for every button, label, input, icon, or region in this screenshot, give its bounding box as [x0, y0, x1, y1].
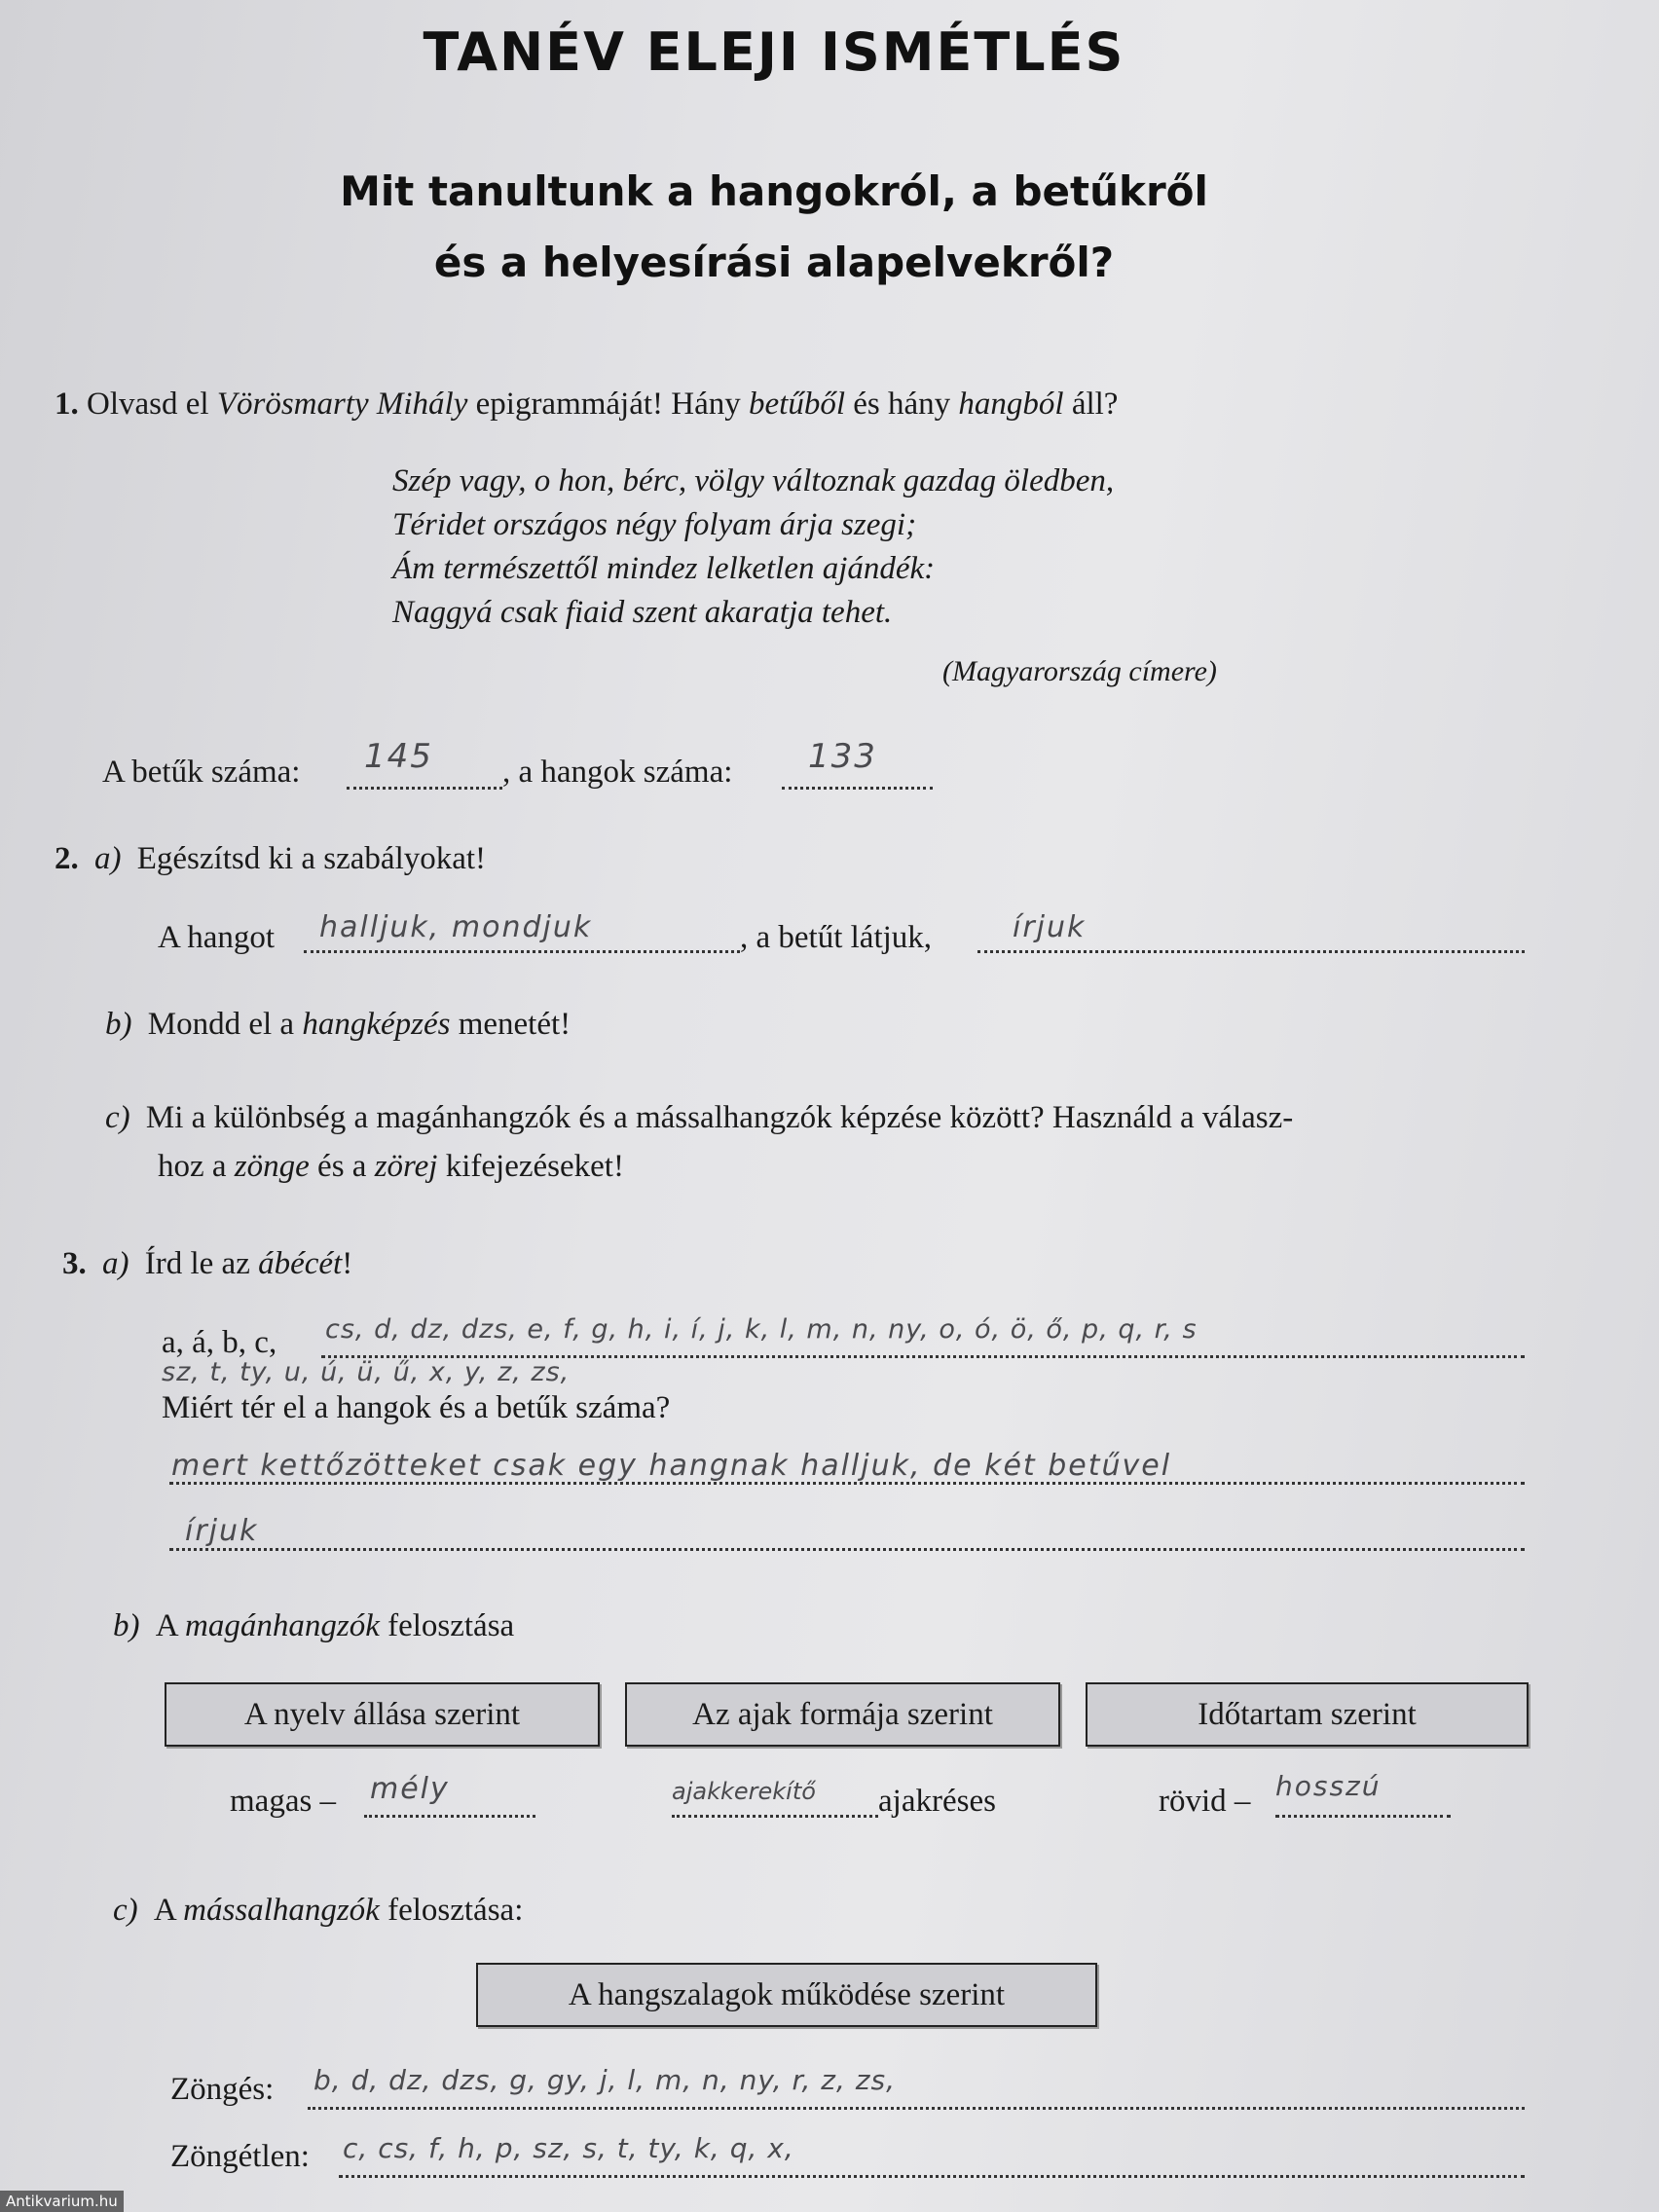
- task2a-label: a): [94, 841, 122, 876]
- task3c-text-a: A: [153, 1893, 184, 1928]
- task2c-label: c): [105, 1100, 130, 1135]
- voiceless-label: Zöngétlen:: [170, 2139, 310, 2174]
- poem: [392, 460, 1114, 635]
- abc-start: a, á, b, c,: [162, 1325, 277, 1360]
- task3b-label: b): [113, 1608, 140, 1643]
- task2c-text-c: kifejezéseket!: [437, 1149, 624, 1184]
- why-answer-text2: írjuk: [185, 1514, 259, 1548]
- long-blank-line: [1275, 1815, 1451, 1818]
- task2b-text-a: Mondd el a: [147, 1007, 303, 1042]
- task2c-word-zonge: zönge: [234, 1149, 310, 1184]
- abc-answer-line2: sz, t, ty, u, ú, ü, ű, x, y, z, zs,: [162, 1357, 571, 1387]
- long-answer: hosszú: [1275, 1770, 1382, 1802]
- task3-number: 3.: [62, 1246, 87, 1281]
- sounds-count-label: , a hangok száma:: [502, 755, 733, 790]
- watermark: Antikvarium.hu: [0, 2191, 124, 2212]
- task3c-instruction: [113, 1893, 523, 1929]
- task1-instruction: [55, 387, 1118, 423]
- box-lip-shape: Az ajak formája szerint: [625, 1682, 1060, 1747]
- voiced-label: Zöngés:: [170, 2072, 275, 2107]
- task3b-text-b: felosztása: [379, 1608, 515, 1643]
- low-blank-line: [364, 1815, 535, 1818]
- abc-answer-line1: cs, d, dz, dzs, e, f, g, h, i, í, j, k, l, m, n, ny, o, ó, ö, ő, p, q, r, s: [325, 1314, 1198, 1345]
- page-subtitle-line1: Mit tanultunk a hangokról, a betűkről: [340, 167, 1208, 215]
- box-vocal-cords: A hangszalagok működése szerint: [476, 1963, 1097, 2027]
- task3c-word: mássalhangzók: [183, 1893, 380, 1928]
- voiceless-answer: c, cs, f, h, p, sz, s, t, ty, k, q, x,: [343, 2132, 794, 2164]
- rounded-label: ajakréses: [878, 1784, 996, 1819]
- task2a-answer-write: írjuk: [1013, 910, 1087, 944]
- low-answer: mély: [370, 1772, 450, 1806]
- task3a-text-a: Írd le az: [144, 1246, 259, 1281]
- letters-count-label: A betűk száma:: [102, 755, 301, 790]
- why-answer-text1: mert kettőzötteket csak egy hangnak halljuk, de két betűvel: [171, 1449, 1172, 1483]
- voiced-blank-line: [308, 2107, 1525, 2110]
- task2a-instruction: [55, 841, 486, 877]
- task2b-label: b): [105, 1007, 132, 1042]
- task3a-word: ábécét: [258, 1246, 343, 1281]
- voiceless-blank-line: [339, 2175, 1525, 2178]
- task2-number: 2.: [55, 841, 79, 876]
- task2c-text-b: és a: [309, 1149, 375, 1184]
- task1-word-letters: betűből: [749, 387, 845, 422]
- why-answer-line2: [169, 1548, 1525, 1551]
- task1-author: Vörösmarty Mihály: [216, 387, 468, 422]
- short-label: rövid –: [1159, 1784, 1251, 1819]
- sounds-count-line: [782, 787, 933, 790]
- task2a-text: Egészítsd ki a szabályokat!: [136, 841, 487, 876]
- letters-count-line: [347, 787, 502, 790]
- task2a-blank-hear: [304, 950, 740, 953]
- box-tongue-position: A nyelv állása szerint: [165, 1682, 600, 1747]
- task2a-blank-write: [977, 950, 1525, 953]
- task2a-answer-hear: halljuk, mondjuk: [319, 910, 593, 944]
- task2b-text-b: menetét!: [450, 1007, 571, 1042]
- unrounded-answer: ajakkerekítő: [672, 1778, 816, 1805]
- task2a-line-mid: , a betűt látjuk,: [740, 920, 933, 955]
- task2c-instruction-line1: [105, 1100, 1293, 1136]
- task3c-text-b: felosztása:: [379, 1893, 524, 1928]
- box-duration: Időtartam szerint: [1086, 1682, 1529, 1747]
- letters-count-answer: 145: [364, 737, 433, 776]
- task2a-line-start: A hangot: [158, 920, 276, 955]
- unrounded-blank-line: [672, 1815, 878, 1818]
- task3b-instruction: [113, 1608, 514, 1644]
- task2c-text-line1: Mi a különbség a magánhangzók és a mássalhangzók képzése között? Használd a válasz-: [145, 1100, 1294, 1135]
- task3b-text-a: A: [155, 1608, 186, 1643]
- task1-text-c: és hány: [845, 387, 959, 422]
- poem-line: Ám természettől mindez lelketlen ajándék:: [392, 551, 936, 586]
- voiced-answer: b, d, dz, dzs, g, gy, j, l, m, n, ny, r, z, zs,: [313, 2064, 896, 2096]
- poem-line: Téridet országos négy folyam árja szegi;: [392, 507, 917, 542]
- poem-source: (Magyarország címere): [942, 655, 1217, 687]
- poem-line: Szép vagy, o hon, bérc, völgy változnak gazdag öledben,: [392, 463, 1115, 498]
- task2c-word-zorej: zörej: [374, 1149, 438, 1184]
- why-question: Miért tér el a hangok és a betűk száma?: [162, 1390, 671, 1425]
- page-title: TANÉV ELEJI ISMÉTLÉS: [423, 21, 1125, 83]
- high-label: magas –: [230, 1784, 337, 1819]
- task2c-text-a: hoz a: [158, 1149, 235, 1184]
- task2b-word: hangképzés: [302, 1007, 451, 1042]
- task3a-instruction: [62, 1246, 352, 1282]
- task2b-instruction: [105, 1007, 571, 1043]
- poem-line: Naggyá csak fiaid szent akaratja tehet.: [392, 595, 893, 630]
- task3c-label: c): [113, 1893, 138, 1928]
- sounds-count-answer: 133: [808, 737, 877, 776]
- task1-number: 1.: [55, 387, 79, 422]
- task1-text-d: áll?: [1063, 387, 1119, 422]
- task3a-text-b: !: [342, 1246, 353, 1281]
- task1-text-a: Olvasd el: [87, 387, 217, 422]
- task3a-label: a): [102, 1246, 129, 1281]
- task3b-word: magánhangzók: [185, 1608, 380, 1643]
- task2c-instruction-line2: [158, 1149, 624, 1185]
- task1-word-sounds: hangból: [958, 387, 1064, 422]
- page-subtitle-line2: és a helyesírási alapelvekről?: [433, 239, 1115, 286]
- task1-text-b: epigrammáját! Hány: [467, 387, 750, 422]
